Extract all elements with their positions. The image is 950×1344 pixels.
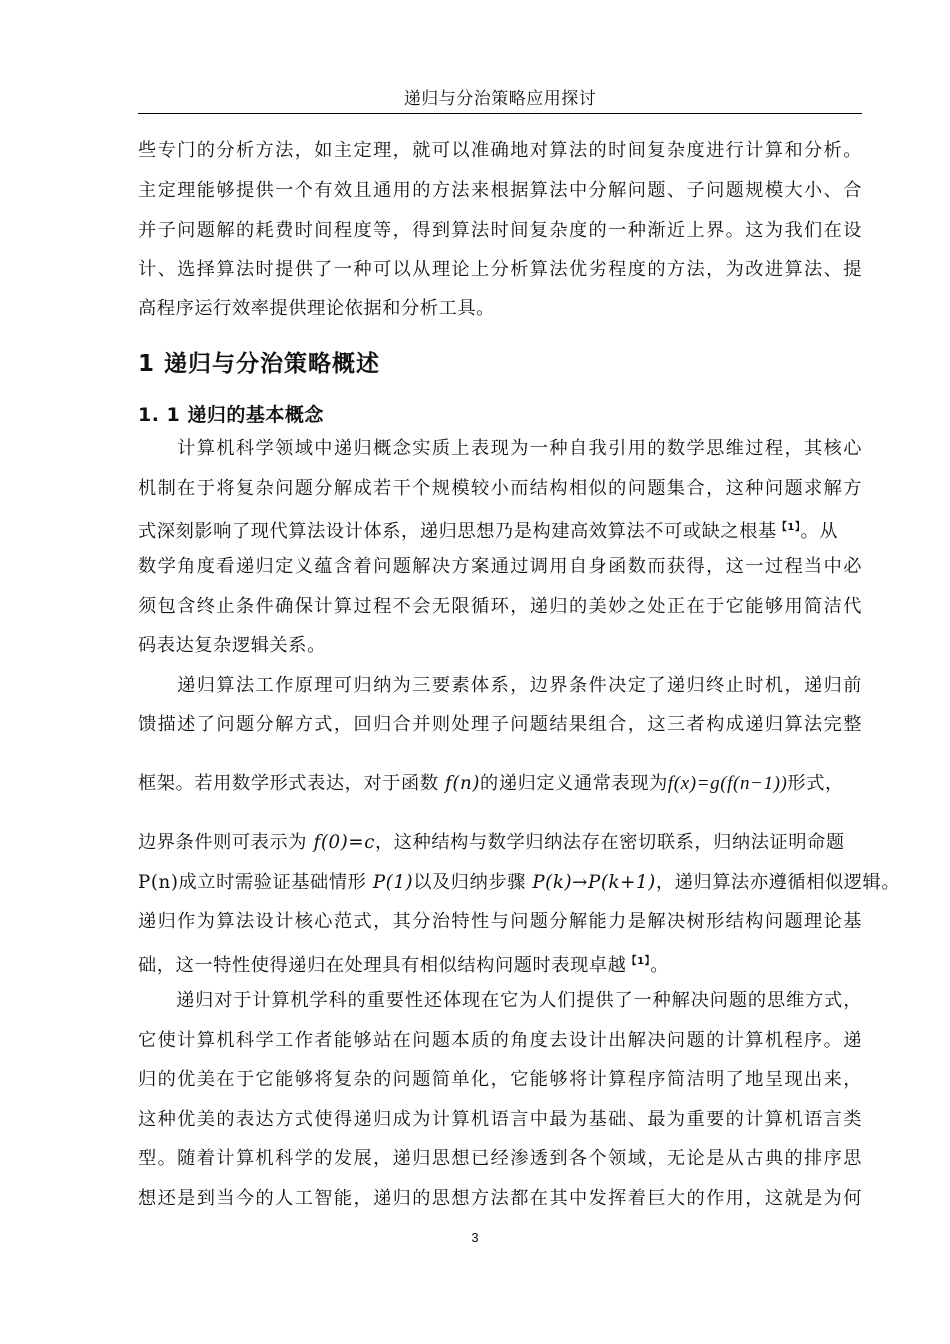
intro-line-1: 些专门的分析方法，如主定理，就可以准确地对算法的时间复杂度进行计算和分析。 <box>138 140 862 161</box>
p3-line-3: 归的优美在于它能够将复杂的问题简单化，它能够将计算程序简洁明了地呈现出来， <box>138 1069 862 1090</box>
citation-ref: 【1】 <box>776 522 801 533</box>
intro-line-5: 高程序运行效率提供理论依据和分析工具。 <box>138 298 495 319</box>
intro-line-4: 计、选择算法时提供了一种可以从理论上分析算法优劣程度的方法，为改进算法、提 <box>138 259 862 280</box>
p2-line-4 <box>138 832 862 854</box>
p2-line-7-text: 础，这一特性使得递归在处理具有相似结构问题时表现卓越 <box>138 955 627 976</box>
p2-line-3 <box>138 773 862 795</box>
recursion-formula: f(x)=g(f(n−1)) <box>667 773 788 794</box>
p1-line-3 <box>138 517 862 543</box>
intro-line-3: 并子问题解的耗费时间程度等，得到算法时间复杂度的一种渐近上界。这为我们在设 <box>138 220 862 241</box>
p2-line-5-tail: ，递归算法亦遵循相似逻辑。 <box>655 872 901 893</box>
p2-line-5-text: P(n)成立时需验证基础情形 <box>138 872 373 893</box>
p2-line-5-mid: 以及归纳步骤 <box>413 872 533 893</box>
p3-line-4: 这种优美的表达方式使得递归成为计算机语言中最为基础、最为重要的计算机语言类 <box>138 1109 862 1130</box>
base-case: P(1) <box>372 872 414 893</box>
p2-line-3-mid: 的递归定义通常表现为 <box>480 773 668 794</box>
p2-line-1: 递归算法工作原理可归纳为三要素体系，边界条件决定了递归终止时机，递归前 <box>138 675 862 696</box>
p1-line-2: 机制在于将复杂问题分解成若干个规模较小而结构相似的问题集合，这种问题求解方 <box>138 478 862 499</box>
p2-line-7 <box>138 951 862 977</box>
p3-line-5: 型。随着计算机科学的发展，递归思想已经渗透到各个领域，无论是从古典的排序思 <box>138 1148 862 1169</box>
p2-line-3-tail: 形式， <box>787 773 844 794</box>
p1-line-3-tail: 。从 <box>800 521 839 542</box>
citation-ref: 【1】 <box>626 956 651 967</box>
boundary-formula: f(0)=c <box>313 832 376 853</box>
p2-line-5 <box>138 872 901 894</box>
p1-line-1: 计算机科学领域中递归概念实质上表现为一种自我引用的数学思维过程，其核心 <box>138 438 862 459</box>
p1-line-6: 码表达复杂逻辑关系。 <box>138 635 326 656</box>
induction-step: P(k)→P(k+1) <box>532 872 656 893</box>
section-heading-1-1: 1. 1 递归的基本概念 <box>138 404 324 426</box>
p1-line-4: 数学角度看递归定义蕴含着问题解决方案通过调用自身函数而获得，这一过程当中必 <box>138 556 862 577</box>
p3-line-2: 它使计算机科学工作者能够站在问题本质的角度去设计出解决问题的计算机程序。递 <box>138 1030 862 1051</box>
p2-line-4-tail: ，这种结构与数学归纳法存在密切联系，归纳法证明命题 <box>375 832 845 853</box>
section-heading-1: 1 递归与分治策略概述 <box>138 351 381 377</box>
p1-line-3-text: 式深刻影响了现代算法设计体系，递归思想乃是构建高效算法不可或缺之根基 <box>138 521 777 542</box>
p2-line-6: 递归作为算法设计核心范式，其分治特性与问题分解能力是解决树形结构问题理论基 <box>138 911 862 932</box>
function-fn: f(n) <box>444 773 481 794</box>
page-number: 3 <box>471 1230 479 1245</box>
intro-line-2: 主定理能够提供一个有效且通用的方法来根据算法中分解问题、子问题规模大小、合 <box>138 180 862 201</box>
p2-line-2: 馈描述了问题分解方式，回归合并则处理子问题结果组合，这三者构成递归算法完整 <box>138 714 862 735</box>
p2-line-7-tail: 。 <box>650 955 670 976</box>
running-header: 递归与分治策略应用探讨 <box>138 84 862 114</box>
p1-line-5: 须包含终止条件确保计算过程不会无限循环，递归的美妙之处正在于它能够用简洁代 <box>138 596 862 617</box>
p3-line-6: 想还是到当今的人工智能，递归的思想方法都在其中发挥着巨大的作用，这就是为何 <box>138 1188 862 1209</box>
p2-line-4-text: 边界条件则可表示为 <box>138 832 314 853</box>
p3-line-1: 递归对于计算机学科的重要性还体现在它为人们提供了一种解决问题的思维方式， <box>138 990 862 1011</box>
p2-line-3-text: 框架。若用数学形式表达，对于函数 <box>138 773 445 794</box>
